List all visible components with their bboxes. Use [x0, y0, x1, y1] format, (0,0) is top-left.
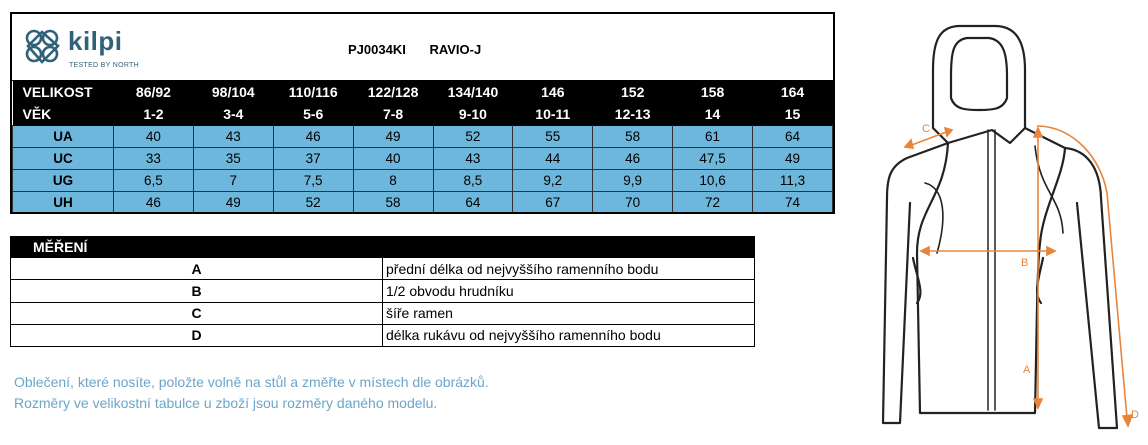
table-row [13, 170, 833, 192]
size-header-cell: 15 [753, 103, 833, 126]
size-value-cell: 37 [273, 148, 353, 170]
size-value-cell: 72 [673, 192, 753, 214]
jacket-outline [883, 26, 1117, 428]
table-header [12, 14, 833, 81]
measure-label-b: B [1021, 257, 1029, 269]
size-value-cell: 8,5 [433, 170, 513, 192]
measurement-legend [10, 236, 755, 347]
size-header-cell: 9-10 [433, 103, 513, 126]
size-value-cell: 10,6 [673, 170, 753, 192]
size-row-label: UH [13, 192, 114, 214]
size-value-cell: 33 [114, 148, 194, 170]
size-value-cell: 49 [193, 192, 273, 214]
measurement-code: D [11, 324, 383, 346]
size-value-cell: 46 [593, 148, 673, 170]
table-row [13, 126, 833, 148]
size-value-cell: 55 [513, 126, 593, 148]
size-table [10, 12, 835, 214]
size-header-cell: 5-6 [273, 103, 353, 126]
size-header-cell: 110/116 [273, 81, 353, 103]
size-value-cell: 49 [353, 126, 433, 148]
size-value-cell: 64 [433, 192, 513, 214]
size-value-cell: 49 [753, 148, 833, 170]
size-header-cell: 3-4 [193, 103, 273, 126]
size-header-cell: 12-13 [593, 103, 673, 126]
size-value-cell: 52 [273, 192, 353, 214]
size-value-cell: 7 [193, 170, 273, 192]
size-value-cell: 43 [433, 148, 513, 170]
size-value-cell: 6,5 [114, 170, 194, 192]
brand-tagline: TESTED BY NORTH [69, 62, 139, 69]
size-value-cell: 46 [114, 192, 194, 214]
product-name: RAVIO-J [429, 42, 482, 57]
size-header-cell: 98/104 [193, 81, 273, 103]
brand-name: kilpi [68, 26, 123, 56]
measurement-row [11, 258, 755, 280]
size-header-cell: 86/92 [114, 81, 194, 103]
size-header-cell: 122/128 [353, 81, 433, 103]
size-value-cell: 40 [353, 148, 433, 170]
measurement-row [11, 324, 755, 346]
measurement-description: přední délka od nejvyššího ramenního bodu [383, 258, 755, 280]
measure-label-d: D [1131, 409, 1139, 421]
measure-label-c: C [922, 123, 930, 135]
size-value-cell: 7,5 [273, 170, 353, 192]
measurement-title: MĚŘENÍ [11, 237, 755, 258]
note-line: Oblečení, které nosíte, položte volně na stůl a změřte v místech dle obrázků. [14, 374, 489, 390]
measurement-code: C [11, 302, 383, 324]
size-header-row [13, 103, 833, 126]
size-value-cell: 58 [353, 192, 433, 214]
size-value-cell: 64 [753, 126, 833, 148]
size-value-cell: 8 [353, 170, 433, 192]
size-header-label: VELIKOST [13, 81, 114, 103]
size-value-cell: 9,2 [513, 170, 593, 192]
size-value-cell: 11,3 [753, 170, 833, 192]
size-header-row [13, 81, 833, 103]
note-line: Rozměry ve velikostní tabulce u zboží jsou rozměry daného modelu. [14, 395, 438, 411]
size-value-cell: 44 [513, 148, 593, 170]
size-value-cell: 61 [673, 126, 753, 148]
size-header-cell: 134/140 [433, 81, 513, 103]
table-row [13, 148, 833, 170]
size-value-cell: 52 [433, 126, 513, 148]
measure-label-a: A [1023, 364, 1031, 376]
size-header-cell: 152 [593, 81, 673, 103]
table-row [13, 192, 833, 214]
brand-logo [20, 24, 160, 74]
size-value-cell: 67 [513, 192, 593, 214]
measurement-row [11, 280, 755, 302]
size-row-label: UC [13, 148, 114, 170]
measurement-description: 1/2 obvodu hrudníku [383, 280, 755, 302]
jacket-diagram [855, 18, 1148, 445]
measurement-row [11, 302, 755, 324]
size-row-label: UA [13, 126, 114, 148]
product-title [348, 42, 481, 57]
product-code: PJ0034KI [348, 42, 406, 57]
size-grid [12, 81, 833, 214]
size-value-cell: 35 [193, 148, 273, 170]
size-value-cell: 70 [593, 192, 673, 214]
measure-lines [905, 126, 1132, 426]
size-value-cell: 46 [273, 126, 353, 148]
measurement-description: šíře ramen [383, 302, 755, 324]
measuring-notes [14, 372, 489, 414]
size-header-cell: 14 [673, 103, 753, 126]
size-value-cell: 43 [193, 126, 273, 148]
size-value-cell: 47,5 [673, 148, 753, 170]
size-header-cell: 10-11 [513, 103, 593, 126]
measurement-code: B [11, 280, 383, 302]
size-header-cell: 146 [513, 81, 593, 103]
size-header-cell: 158 [673, 81, 753, 103]
size-row-label: UG [13, 170, 114, 192]
size-header-cell: 164 [753, 81, 833, 103]
size-header-label: VĚK [13, 103, 114, 126]
size-header-cell: 7-8 [353, 103, 433, 126]
size-header-cell: 1-2 [114, 103, 194, 126]
measurement-code: A [11, 258, 383, 280]
size-value-cell: 74 [753, 192, 833, 214]
kilpi-knot-icon [20, 24, 66, 68]
size-value-cell: 40 [114, 126, 194, 148]
measurement-description: délka rukávu od nejvyššího ramenního bodu [383, 324, 755, 346]
size-value-cell: 9,9 [593, 170, 673, 192]
size-value-cell: 58 [593, 126, 673, 148]
